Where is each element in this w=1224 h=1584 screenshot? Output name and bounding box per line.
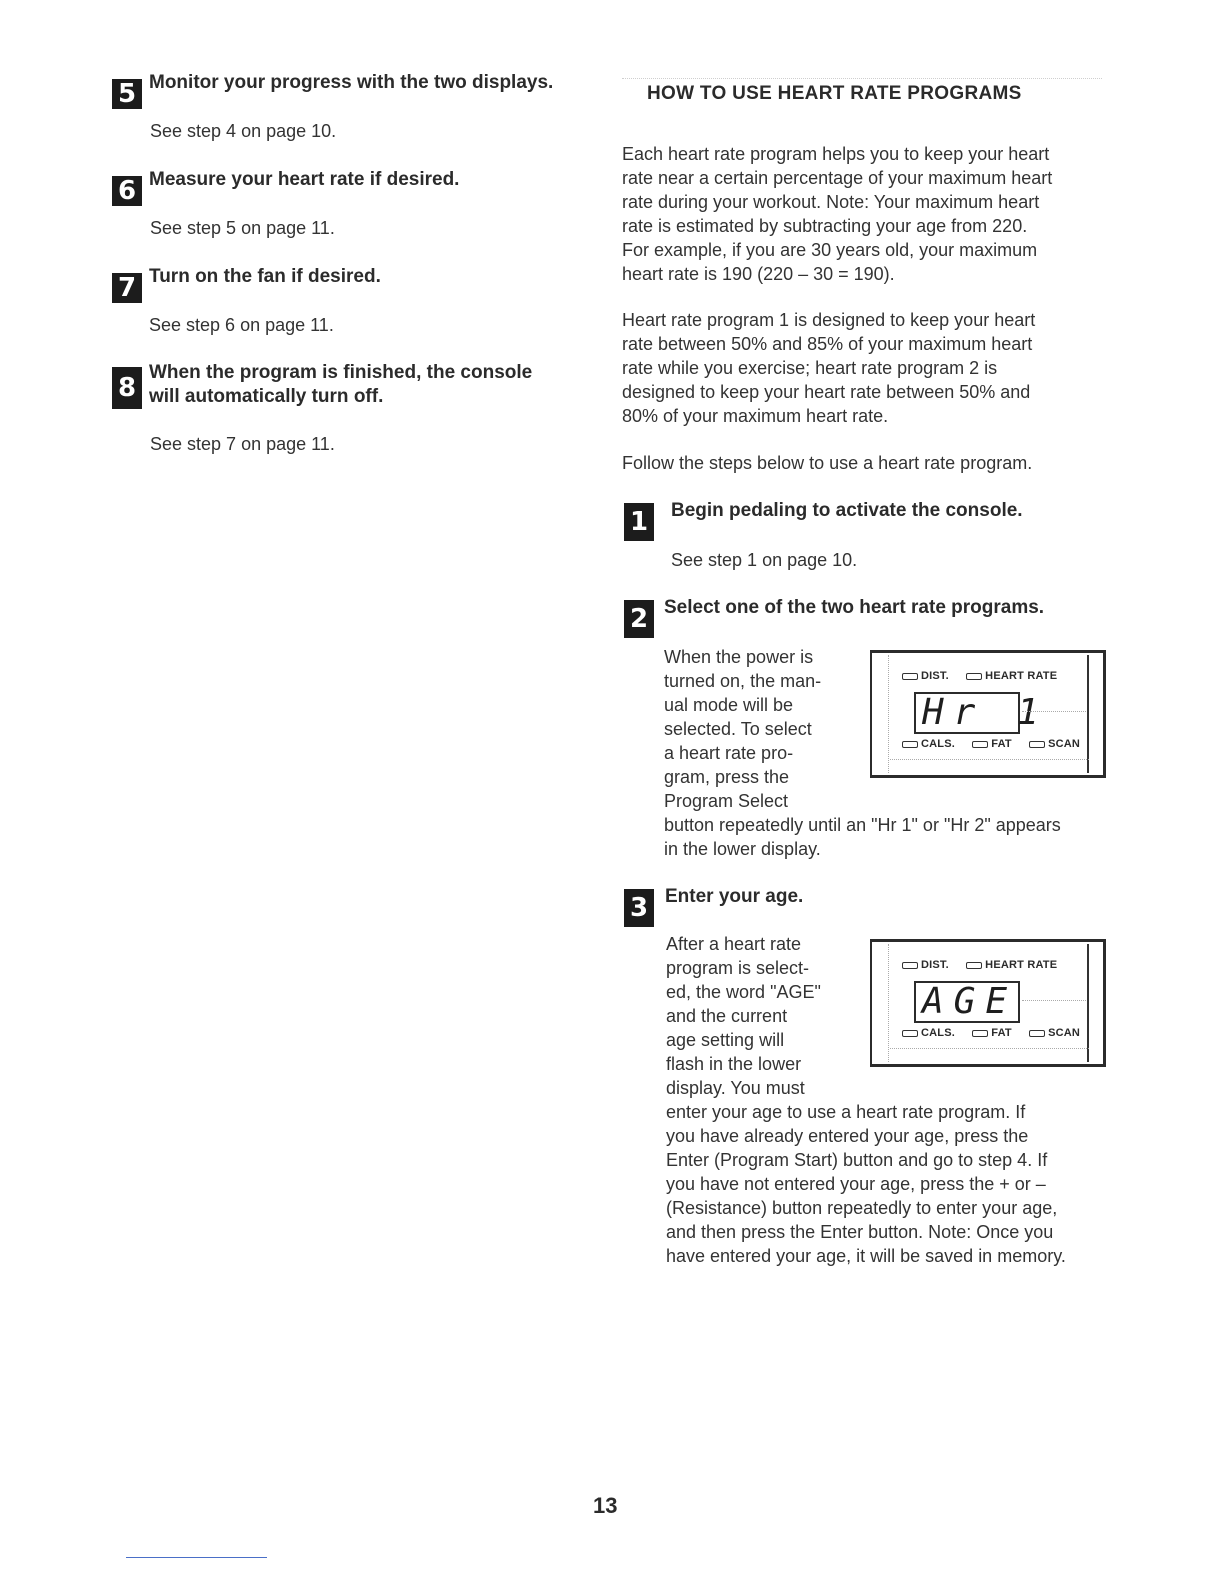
hr-step-3-heading [624, 885, 803, 927]
hr-step-2-body: When the power is turned on, the man- ual mode will be selected. To select a heart rate pro- gram, press the Program Select button repeatedly until an "Hr 1" or "Hr 2" appears in the lower display. [664, 647, 1061, 859]
indicator-icon [902, 741, 918, 748]
hr-step-3-body: After a heart rate program is select- ed, the word "AGE" and the current age setting will flash in the lower display. You must enter your age to use a heart rate program. If you have already entered your age, press the Enter (Program Start) button and go to step 4. If you have not entered your age, press the + or – (Resistance) button repeatedly to enter your age, and then press the Enter button. Note: Once you have entered your age, it will be saved in memory. [666, 934, 1066, 1266]
page-number: 13 [593, 1493, 618, 1518]
indicator-icon [1029, 741, 1045, 748]
console-display-age [870, 939, 1106, 1067]
step-title: Begin pedaling to activate the console. [671, 500, 1023, 521]
step-7-heading [112, 265, 381, 303]
program-description-paragraph: Heart rate program 1 is designed to keep your heart rate between 50% and 85% of your maximum heart rate while you exercise; heart rate program 2 is designed to keep your heart rate between 50% and 80% of your maximum heart rate. [622, 310, 1036, 426]
indicator-icon [1029, 1030, 1045, 1037]
hr-step-2-heading [624, 596, 1044, 638]
step-number-badge: 3 [624, 889, 654, 927]
divider [890, 1048, 1089, 1049]
step-title: Measure your heart rate if desired. [149, 169, 460, 190]
console-top-labels: DIST. HEART RATE [902, 670, 1071, 682]
step-title: Enter your age. [665, 886, 804, 907]
console-bottom-labels: CALS. FAT SCAN [902, 738, 1080, 750]
indicator-icon [902, 673, 918, 680]
step-6-reference: See step 5 on page 11. [150, 218, 335, 238]
console-display-hr [870, 650, 1106, 778]
lcd-readout: Hr 1 [914, 692, 1020, 734]
step-number-badge: 2 [624, 600, 654, 638]
step-8-heading [112, 361, 532, 409]
follow-steps-paragraph: Follow the steps below to use a heart rate program. [622, 453, 1033, 473]
step-number-badge: 5 [112, 79, 142, 109]
step-title: Select one of the two heart rate programs. [664, 597, 1045, 618]
step-title: Monitor your progress with the two displays. [149, 72, 554, 93]
divider [1022, 711, 1086, 712]
step-number-badge: 6 [112, 176, 142, 206]
indicator-icon [902, 1030, 918, 1037]
hr-step-1-heading [624, 499, 1023, 541]
console-top-labels: DIST. HEART RATE [902, 959, 1071, 971]
indicator-icon [966, 673, 982, 680]
intro-paragraph: Each heart rate program helps you to keep your heart rate near a certain percentage of your maximum heart rate during your workout. Note: Your maximum heart rate is estimated by subtracting your age from 220. For example, if you are 30 years old, your maximum heart rate is 190 (220 – 30 = 190). [622, 144, 1053, 284]
hr-step-1-reference: See step 1 on page 10. [671, 550, 858, 570]
indicator-icon [966, 962, 982, 969]
step-7-reference: See step 6 on page 11. [149, 315, 334, 335]
step-8-reference: See step 7 on page 11. [150, 434, 335, 454]
indicator-icon [972, 1030, 988, 1037]
section-heading-rule [622, 78, 1102, 80]
console-bottom-labels: CALS. FAT SCAN [902, 1027, 1080, 1039]
indicator-icon [902, 962, 918, 969]
divider [1022, 1000, 1086, 1001]
step-number-badge: 7 [112, 273, 142, 303]
divider [890, 759, 1089, 760]
indicator-icon [972, 741, 988, 748]
step-6-heading [112, 168, 459, 206]
step-5-heading [112, 71, 553, 109]
lcd-readout: AGE [914, 981, 1020, 1023]
step-title: Turn on the fan if desired. [149, 266, 381, 287]
footer-rule [126, 1557, 267, 1558]
step-title: When the program is finished, the console will automatically turn off. [149, 362, 533, 407]
step-number-badge: 1 [624, 503, 654, 541]
step-number-badge: 8 [112, 367, 142, 409]
step-5-reference: See step 4 on page 10. [150, 121, 337, 141]
section-heading: HOW TO USE HEART RATE PROGRAMS [647, 83, 1022, 104]
